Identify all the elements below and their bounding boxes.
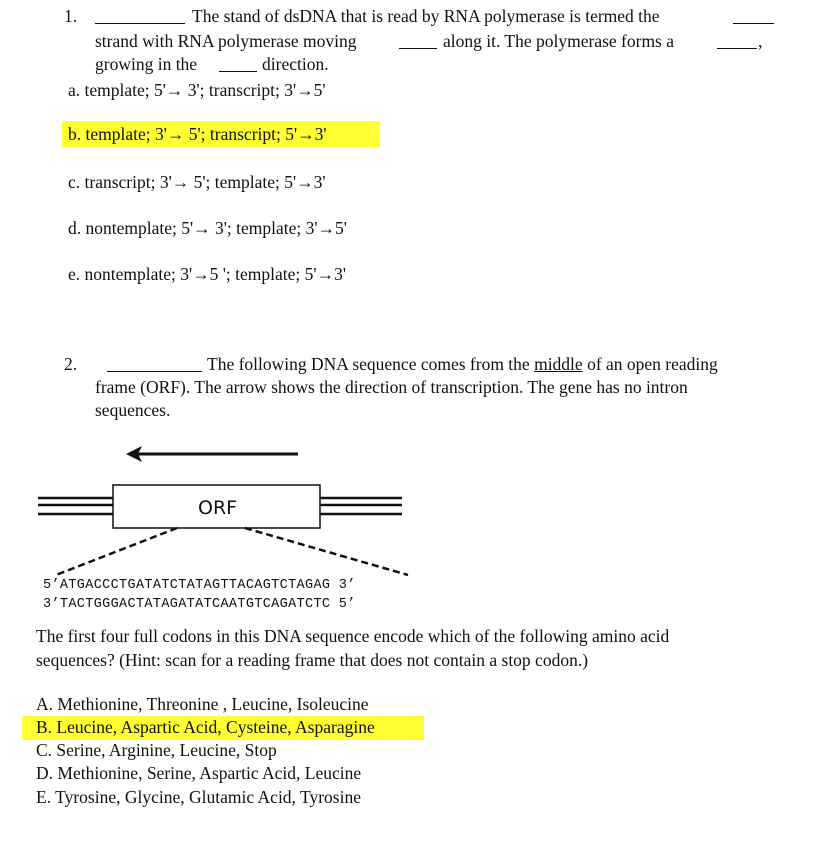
- q1-option-d: d. nontemplate; 5'→ 3'; template; 3'→5': [68, 218, 347, 238]
- q1-option-e: e. nontemplate; 3'→5 '; template; 5'→3': [68, 264, 346, 284]
- q1-stem-line-3b: direction.: [262, 54, 329, 74]
- q2-option-a: A. Methionine, Threonine , Leucine, Isoleucine: [36, 694, 369, 714]
- q1-blank-3: [717, 34, 757, 49]
- q2-option-d: D. Methionine, Serine, Aspartic Acid, Leucine: [36, 763, 362, 783]
- q1-option-c: c. transcript; 3'→ 5'; template; 5'→3': [68, 172, 326, 192]
- q2-option-e: E. Tyrosine, Glycine, Glutamic Acid, Tyrosine: [36, 787, 361, 807]
- q2-number: 2.: [64, 354, 78, 374]
- q1-blank-2: [399, 34, 437, 49]
- q1-stem-line-2a: strand with RNA polymerase moving: [95, 31, 357, 51]
- q1-stem-line-2c: ,: [758, 31, 763, 51]
- q2-option-c: C. Serine, Arginine, Leucine, Stop: [36, 740, 277, 760]
- q1-number: 1.: [64, 6, 78, 26]
- q2-question-line-1: The first four full codons in this DNA sequence encode which of the following amino acid: [36, 626, 670, 646]
- q2-option-b-highlighted: B. Leucine, Aspartic Acid, Cysteine, Asparagine: [22, 716, 424, 740]
- orf-label: ORF: [198, 497, 238, 519]
- q2-stem-line-3: sequences.: [95, 400, 171, 420]
- underlined-word-middle: middle: [534, 354, 583, 374]
- q1-option-b-highlighted: b. template; 3'→ 5'; transcript; 5'→3': [62, 121, 380, 147]
- q1-stem-line-1: The stand of dsDNA that is read by RNA polymerase is termed the: [192, 6, 660, 26]
- dna-sequence-bottom-strand: 3’TACTGGGACTATAGATATCAATGTCAGATCTC 5’: [43, 597, 356, 612]
- q2-answer-blank: [107, 357, 202, 372]
- q1-answer-blank: [95, 9, 185, 24]
- zoom-line-left: [56, 528, 177, 575]
- zoom-line-right: [245, 528, 408, 575]
- orf-diagram: [0, 435, 832, 585]
- dna-double-strand-left: [38, 498, 113, 514]
- q1-option-a: a. template; 5'→ 3'; transcript; 3'→5': [68, 80, 326, 100]
- transcription-direction-arrow: [126, 446, 298, 462]
- q2-stem-line-1: The following DNA sequence comes from the middle of an open reading: [207, 354, 718, 374]
- dna-double-strand-right: [320, 498, 402, 514]
- q1-blank-1: [733, 9, 774, 24]
- q1-stem-line-2b: along it. The polymerase forms a: [443, 31, 675, 51]
- q2-question-line-2: sequences? (Hint: scan for a reading frame that does not contain a stop codon.): [36, 650, 589, 670]
- q1-stem-line-3a: growing in the: [95, 54, 198, 74]
- q1-blank-4: [219, 57, 257, 72]
- q2-stem-line-2: frame (ORF). The arrow shows the direction of transcription. The gene has no intron: [95, 377, 688, 397]
- dna-sequence-top-strand: 5’ATGACCCTGATATCTATAGTTACAGTCTAGAG 3’: [43, 578, 356, 593]
